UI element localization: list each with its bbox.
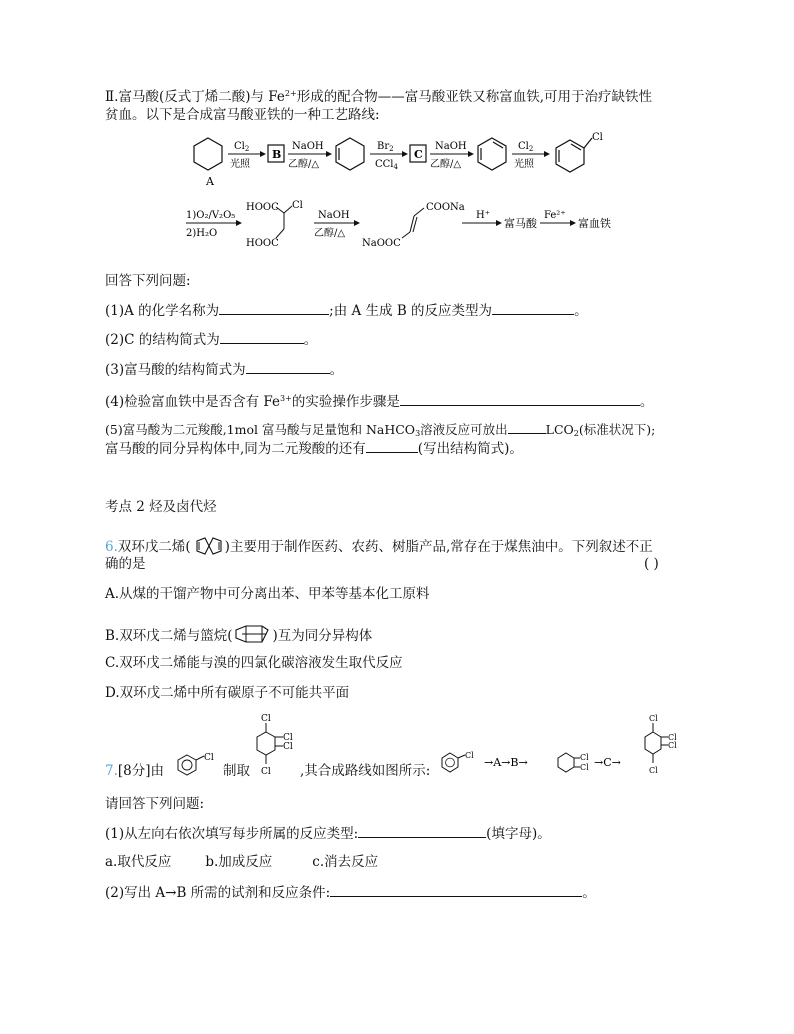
q6-line-1: [105, 536, 653, 556]
q6-text-a: 双环戊二烯(: [117, 539, 191, 555]
chlorobenzene-icon: [175, 752, 221, 778]
question-5-line2: [105, 439, 523, 458]
q7-q1-end: (填字母)。: [486, 826, 551, 842]
svg-text:Cl: Cl: [580, 763, 589, 772]
q1-end: 。: [574, 303, 588, 319]
q5-blank-2[interactable]: [366, 439, 418, 453]
q7-q1-blank[interactable]: [358, 824, 486, 838]
answer-prompt: 回答下列问题:: [105, 273, 191, 289]
q7-option-b: b.加成反应: [205, 854, 273, 870]
cyclohexene-icon: [336, 138, 364, 170]
svg-text:Cl: Cl: [292, 200, 303, 211]
intro-line-1: [105, 85, 652, 106]
intro-line-2: 贫血。以下是合成富马酸亚铁的一种工艺路线:: [105, 107, 380, 123]
q1-text-a: (1)A 的化学名称为: [105, 303, 220, 319]
q6-option-b-text-a: B.双环戊二烯与篮烷(: [105, 628, 233, 644]
condition-light-1: 光照: [230, 159, 250, 170]
q7-q2-end: 。: [582, 885, 596, 901]
route-arrow-c: →C→: [594, 756, 621, 769]
q4-blank[interactable]: [400, 392, 640, 406]
q7-question-1: [105, 824, 551, 843]
svg-text:Cl: Cl: [592, 132, 603, 143]
q1-text-b: ;由 A 生成 B 的反应类型为: [329, 303, 493, 319]
dicyclopentadiene-icon: [191, 536, 225, 556]
question-4: [105, 390, 653, 411]
tetrachlorocyclohexane-icon: [252, 712, 298, 778]
condition-ethanol-2: 乙醇/△: [430, 159, 462, 170]
q7-option-a: a.取代反应: [105, 854, 172, 870]
q6-option-b-text-b: )互为同分异构体: [272, 628, 373, 644]
q7-synthesis-route: [440, 712, 700, 778]
svg-text:COONa: COONa: [426, 202, 465, 213]
reagent-o2-v2o5: 1)O₂/V₂O₅: [186, 210, 236, 221]
q7-q1-text: (1)从左向右依次填写每步所属的反应类型:: [105, 826, 359, 842]
q7-question-2: [105, 883, 596, 902]
q7-number: 7.: [105, 763, 118, 779]
q2-blank[interactable]: [220, 330, 304, 344]
intro-text-b: 形成的配合物——富马酸亚铁又称富血铁,可用于治疗缺铁性: [296, 89, 653, 105]
fe3-charge: 3+: [280, 394, 292, 403]
svg-text:HOOC: HOOC: [246, 238, 279, 249]
section-heading-kaodian-2: 考点 2 烃及卤代烃: [105, 499, 217, 515]
q6-text-b: )主要用于制作医药、农药、树脂产品,常存在于煤焦油中。下列叙述不正: [224, 539, 653, 555]
q6-option-c[interactable]: C.双环戊二烯能与溴的四氯化碳溶液发生取代反应: [105, 655, 403, 671]
q5-text-b: 溶液反应可放出: [420, 422, 508, 437]
svg-text:Cl: Cl: [649, 766, 658, 775]
condition-ethanol-3: 乙醇/△: [314, 228, 346, 239]
q6-number: 6.: [105, 539, 118, 555]
q7-route-text: ,其合成路线如图所示:: [300, 763, 431, 779]
reagent-naoh-2: NaOH: [435, 141, 467, 152]
synthesis-route-row1: [180, 130, 620, 192]
q7-prompt: 请回答下列问题:: [105, 796, 205, 812]
fe2-charge: 2+: [284, 89, 297, 98]
q5-text-d: (标准状况下);: [578, 422, 656, 437]
q5-text-c: LCO: [545, 422, 574, 437]
q7-line-1: [105, 762, 164, 780]
q5-line2-a: 富马酸的同分异构体中,同为二元羧酸的还有: [105, 441, 366, 457]
route-arrow-a-b: →A→B→: [484, 756, 528, 769]
condition-light-2: 光照: [514, 159, 534, 170]
svg-text:Cl: Cl: [283, 733, 293, 743]
q5-sub-3: 3: [415, 429, 421, 438]
svg-text:HOOC: HOOC: [246, 202, 279, 213]
svg-text:Cl: Cl: [668, 741, 677, 750]
svg-text:C: C: [414, 148, 423, 161]
q2-text: (2)C 的结构简式为: [105, 332, 220, 348]
q6-option-a[interactable]: A.从煤的干馏产物中可分离出苯、甲苯等基本化工原料: [105, 586, 430, 602]
reagent-cl2-2: $Cl_2$: [518, 141, 534, 153]
label-a: A: [206, 175, 214, 188]
question-2: [105, 330, 317, 349]
svg-text:Cl: Cl: [261, 767, 271, 777]
chlorocyclohexadiene-icon: [556, 140, 584, 172]
svg-text:Cl: Cl: [668, 733, 677, 742]
svg-text:Cl: Cl: [649, 714, 658, 723]
svg-text:Cl: Cl: [465, 751, 474, 760]
reagent-cl2-1: $Cl_2$: [234, 141, 250, 153]
product-fuxuetie: 富血铁: [578, 217, 611, 230]
svg-text:Cl: Cl: [261, 714, 271, 724]
q5-sub-2: 2: [573, 429, 579, 438]
svg-text:Cl: Cl: [204, 753, 214, 763]
reagent-fe2-plus: Fe²⁺: [544, 210, 566, 221]
condition-ccl4: CCl$_4$: [375, 159, 398, 171]
q6-option-b[interactable]: [105, 624, 372, 646]
q2-end: 。: [303, 332, 318, 348]
q7-make: 制取: [223, 763, 250, 779]
question-1: [105, 301, 588, 320]
reagent-h2o: 2)H₂O: [186, 228, 218, 239]
q6-text-line2: 确的是: [105, 556, 146, 572]
q5-line2-b: (写出结构简式)。: [417, 441, 523, 457]
cyclohexane-icon: [194, 138, 222, 170]
q6-answer-paren: ( ): [644, 556, 659, 572]
basketane-icon: [232, 624, 272, 646]
q4-text-b: 的实验操作步骤是: [291, 394, 400, 410]
q3-end: 。: [329, 362, 344, 378]
reagent-naoh-1: NaOH: [292, 141, 324, 152]
reagent-br2: $Br_2$: [377, 141, 394, 153]
synthesis-route-row2: [180, 196, 630, 254]
cyclohexadiene-icon: [478, 138, 506, 170]
condition-ethanol-1: 乙醇/△: [288, 159, 320, 170]
svg-text:B: B: [272, 148, 282, 161]
q7-q2-blank[interactable]: [330, 883, 582, 897]
q6-option-d[interactable]: D.双环戊二烯中所有碳原子不可能共平面: [105, 685, 350, 701]
q1-blank-1[interactable]: [219, 301, 329, 315]
q5-blank-1[interactable]: [508, 420, 546, 434]
q3-blank[interactable]: [246, 360, 330, 374]
q7-option-c: c.消去反应: [312, 854, 379, 870]
product-fumaric-acid: 富马酸: [504, 217, 537, 230]
svg-text:Cl: Cl: [283, 742, 293, 752]
q1-blank-2[interactable]: [492, 301, 574, 315]
q5-text-a: (5)富马酸为二元羧酸,1mol 富马酸与足量饱和 NaHCO: [105, 422, 416, 437]
q3-text: (3)富马酸的结构简式为: [105, 362, 246, 378]
q4-end: 。: [639, 394, 654, 410]
reagent-naoh-3: NaOH: [318, 210, 350, 221]
q4-text-a: (4)检验富血铁中是否含有 Fe: [105, 394, 281, 410]
reagent-h-plus: H⁺: [476, 210, 490, 221]
q7-q2-text: (2)写出 A→B 所需的试剂和反应条件:: [105, 885, 331, 901]
svg-text:Cl: Cl: [580, 753, 589, 762]
svg-text:NaOOC: NaOOC: [362, 238, 401, 249]
question-3: [105, 360, 343, 379]
q7-score: [8分]由: [117, 763, 165, 779]
q6-line-2: [105, 555, 146, 573]
q7-options: [105, 853, 378, 871]
intro-text-a: Ⅱ.富马酸(反式丁烯二酸)与 Fe: [105, 89, 285, 105]
